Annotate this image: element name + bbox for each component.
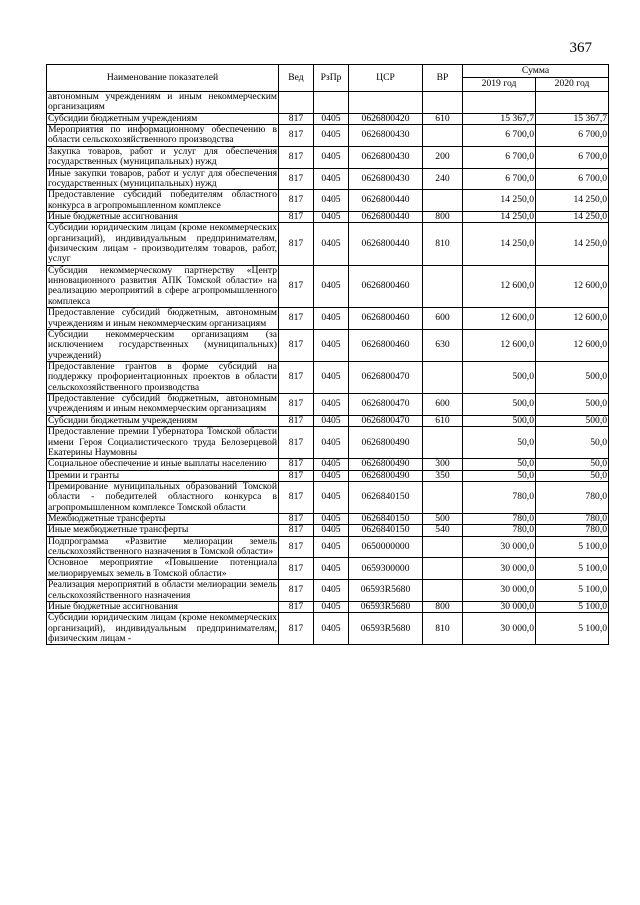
cell-y2020: 500,0	[536, 415, 609, 426]
cell-vr: 350	[423, 470, 463, 481]
cell-ved: 817	[279, 223, 314, 265]
table-row	[47, 361, 609, 393]
cell-vr: 610	[423, 415, 463, 426]
table-row	[47, 113, 609, 124]
cell-name: Премирование муниципальных образований Томской области - победителей областного конкурса в агропромышленном комплексе Томской области	[48, 480, 277, 513]
cell-vr	[423, 580, 463, 602]
cell-name: Субсидии бюджетным учреждениям	[47, 415, 279, 426]
cell-csr: 0626840150	[349, 514, 423, 525]
cell-rzpr	[314, 92, 349, 114]
cell-ved: 817	[279, 580, 314, 602]
header-csr: ЦСР	[349, 65, 423, 92]
cell-csr: 0626800460	[349, 265, 423, 307]
cell-csr	[349, 92, 423, 114]
cell-name: Иные закупки товаров, работ и услуг для обеспечения государственных (муниципальных) нужд	[48, 167, 277, 189]
cell-vr: 610	[423, 113, 463, 124]
table-row	[47, 394, 609, 416]
cell-csr: 0626800490	[349, 470, 423, 481]
cell-y2020: 780,0	[536, 481, 609, 513]
cell-y2019: 12 600,0	[463, 265, 536, 307]
cell-y2020: 50,0	[536, 459, 609, 470]
cell-vr	[423, 190, 463, 212]
cell-y2020: 50,0	[536, 427, 609, 459]
header-2019: 2019 год	[463, 78, 536, 92]
cell-rzpr: 0405	[314, 113, 349, 124]
cell-ved: 817	[279, 613, 314, 645]
cell-name: Межбюджетные трансферты	[47, 514, 279, 525]
cell-y2019: 50,0	[463, 459, 536, 470]
cell-vr: 800	[423, 211, 463, 222]
cell-vr	[423, 92, 463, 114]
cell-y2020: 5 100,0	[536, 601, 609, 612]
cell-rzpr: 0405	[314, 146, 349, 168]
table-row	[47, 125, 609, 147]
header-2020: 2020 год	[536, 78, 609, 92]
cell-vr	[423, 481, 463, 513]
cell-rzpr: 0405	[314, 308, 349, 330]
cell-csr: 06593R5680	[349, 580, 423, 602]
table-row	[47, 308, 609, 330]
header-vr: ВР	[423, 65, 463, 92]
cell-y2020: 50,0	[536, 470, 609, 481]
cell-ved: 817	[279, 514, 314, 525]
cell-name: Реализация мероприятий в области мелиорации земель сельскохозяйственного назначения	[48, 579, 277, 601]
cell-csr: 0626840150	[349, 481, 423, 513]
cell-csr: 0650000000	[349, 536, 423, 558]
cell-name: автономным учреждениям и иным некоммерческим организациям	[48, 91, 277, 113]
cell-ved: 817	[279, 481, 314, 513]
cell-y2019: 30 000,0	[463, 580, 536, 602]
cell-y2019: 780,0	[463, 525, 536, 536]
cell-y2019: 780,0	[463, 514, 536, 525]
cell-name: Субсидия некоммерческому партнерству «Центр инновационного развития АПК Томской области» на реализацию мероприятий в сфере агропромышленного комплекса	[48, 264, 277, 307]
cell-name: Основное мероприятие «Повышение потенциала мелиорируемых земель в Томской области»	[48, 557, 277, 579]
cell-rzpr: 0405	[314, 481, 349, 513]
cell-y2019: 500,0	[463, 394, 536, 416]
cell-y2019: 12 600,0	[463, 329, 536, 361]
cell-rzpr: 0405	[314, 427, 349, 459]
table-row	[47, 329, 609, 361]
cell-vr: 540	[423, 525, 463, 536]
table-row	[47, 613, 609, 645]
table-row	[47, 514, 609, 525]
cell-ved: 817	[279, 125, 314, 147]
cell-y2019: 14 250,0	[463, 190, 536, 212]
cell-rzpr: 0405	[314, 168, 349, 190]
cell-y2019: 6 700,0	[463, 146, 536, 168]
cell-name: Иные межбюджетные трансферты	[47, 525, 279, 536]
cell-y2020: 15 367,7	[536, 113, 609, 124]
cell-rzpr: 0405	[314, 525, 349, 536]
cell-y2020: 5 100,0	[536, 558, 609, 580]
cell-rzpr: 0405	[314, 558, 349, 580]
cell-y2020: 6 700,0	[536, 125, 609, 147]
cell-vr: 810	[423, 223, 463, 265]
cell-csr: 0626800430	[349, 146, 423, 168]
cell-csr: 0626800420	[349, 113, 423, 124]
cell-ved: 817	[279, 190, 314, 212]
cell-rzpr: 0405	[314, 223, 349, 265]
cell-y2019: 6 700,0	[463, 125, 536, 147]
cell-ved: 817	[279, 415, 314, 426]
cell-y2020: 780,0	[536, 525, 609, 536]
cell-csr: 0626800470	[349, 361, 423, 393]
cell-ved: 817	[279, 536, 314, 558]
table-row	[47, 146, 609, 168]
table-row	[47, 190, 609, 212]
cell-ved: 817	[279, 113, 314, 124]
cell-ved: 817	[279, 168, 314, 190]
cell-rzpr: 0405	[314, 601, 349, 612]
table-row	[47, 265, 609, 307]
cell-name: Субсидии некоммерческим организациям (за исключением государственных (муниципальных) учреждений)	[48, 328, 277, 361]
cell-ved: 817	[279, 329, 314, 361]
cell-ved: 817	[279, 601, 314, 612]
cell-ved: 817	[279, 361, 314, 393]
cell-y2020: 14 250,0	[536, 190, 609, 212]
cell-name: Премии и гранты	[47, 470, 279, 481]
cell-vr: 200	[423, 146, 463, 168]
cell-y2020: 5 100,0	[536, 613, 609, 645]
cell-ved: 817	[279, 470, 314, 481]
cell-csr: 06593R5680	[349, 601, 423, 612]
cell-y2020: 12 600,0	[536, 329, 609, 361]
cell-vr	[423, 427, 463, 459]
cell-y2019: 30 000,0	[463, 613, 536, 645]
cell-vr: 600	[423, 308, 463, 330]
cell-y2020: 6 700,0	[536, 168, 609, 190]
cell-name: Закупка товаров, работ и услуг для обеспечения государственных (муниципальных) нужд	[48, 145, 277, 168]
table-row	[47, 459, 609, 470]
cell-csr: 0626800440	[349, 190, 423, 212]
cell-vr: 810	[423, 613, 463, 645]
table-row	[47, 558, 609, 580]
cell-vr	[423, 558, 463, 580]
cell-y2020: 12 600,0	[536, 308, 609, 330]
cell-csr: 0626800460	[349, 329, 423, 361]
cell-vr: 300	[423, 459, 463, 470]
cell-rzpr: 0405	[314, 536, 349, 558]
cell-vr: 800	[423, 601, 463, 612]
cell-vr	[423, 265, 463, 307]
cell-y2020: 5 100,0	[536, 536, 609, 558]
cell-y2020: 14 250,0	[536, 223, 609, 265]
cell-rzpr: 0405	[314, 394, 349, 416]
header-rzpr: РзПр	[314, 65, 349, 92]
cell-y2019: 15 367,7	[463, 113, 536, 124]
cell-name: Предоставление премии Губернатора Томской области имени Героя Социалистического труда Белозерцевой Екатерины Наумовны	[48, 426, 277, 458]
table-row	[47, 427, 609, 459]
cell-csr: 0626800440	[349, 211, 423, 222]
cell-name: Предоставление субсидий победителям областного конкурса в агропромышленном комплексе	[48, 189, 277, 211]
cell-ved	[279, 92, 314, 114]
cell-y2019: 500,0	[463, 361, 536, 393]
cell-y2019: 6 700,0	[463, 168, 536, 190]
cell-y2019: 14 250,0	[463, 223, 536, 265]
cell-name: Иные бюджетные ассигнования	[47, 211, 279, 222]
cell-csr: 0626800460	[349, 308, 423, 330]
cell-csr: 06593R5680	[349, 613, 423, 645]
cell-ved: 817	[279, 265, 314, 307]
cell-y2019: 50,0	[463, 427, 536, 459]
cell-csr: 0626840150	[349, 525, 423, 536]
cell-ved: 817	[279, 394, 314, 416]
cell-csr: 0659300000	[349, 558, 423, 580]
cell-y2019: 12 600,0	[463, 308, 536, 330]
cell-rzpr: 0405	[314, 459, 349, 470]
cell-csr: 0626800430	[349, 168, 423, 190]
table-row	[47, 470, 609, 481]
cell-csr: 0626800470	[349, 394, 423, 416]
cell-y2019: 30 000,0	[463, 601, 536, 612]
table-row	[47, 168, 609, 190]
table-row	[47, 525, 609, 536]
table-row	[47, 580, 609, 602]
header-ved: Вед	[279, 65, 314, 92]
cell-y2020: 14 250,0	[536, 211, 609, 222]
cell-rzpr: 0405	[314, 470, 349, 481]
cell-name: Предоставление субсидий бюджетным, автономным учреждениям и иным некоммерческим организациям	[48, 393, 277, 415]
cell-y2020: 780,0	[536, 514, 609, 525]
cell-name: Мероприятия по информационному обеспечению в области сельскохозяйственного производства	[48, 124, 277, 146]
cell-y2020: 12 600,0	[536, 265, 609, 307]
cell-name: Социальное обеспечение и иные выплаты населению	[47, 459, 279, 470]
header-sum: Сумма	[463, 65, 609, 78]
cell-y2019: 14 250,0	[463, 211, 536, 222]
cell-ved: 817	[279, 211, 314, 222]
cell-ved: 817	[279, 308, 314, 330]
header-name: Наименование показателей	[47, 65, 279, 92]
cell-name: Субсидии бюджетным учреждениям	[47, 113, 279, 124]
table-body	[47, 92, 609, 645]
cell-ved: 817	[279, 525, 314, 536]
cell-y2020: 500,0	[536, 361, 609, 393]
budget-table	[46, 64, 609, 645]
cell-ved: 817	[279, 146, 314, 168]
cell-y2019	[463, 92, 536, 114]
cell-ved: 817	[279, 558, 314, 580]
cell-rzpr: 0405	[314, 265, 349, 307]
cell-y2020: 6 700,0	[536, 146, 609, 168]
cell-rzpr: 0405	[314, 190, 349, 212]
cell-y2019: 780,0	[463, 481, 536, 513]
cell-csr: 0626800440	[349, 223, 423, 265]
cell-y2019: 30 000,0	[463, 536, 536, 558]
cell-vr: 600	[423, 394, 463, 416]
cell-rzpr: 0405	[314, 125, 349, 147]
cell-csr: 0626800430	[349, 125, 423, 147]
cell-name: Подпрограмма «Развитие мелиорации земель сельскохозяйственного назначения в Томской области»	[48, 535, 277, 558]
cell-csr: 0626800490	[349, 459, 423, 470]
cell-csr: 0626800490	[349, 427, 423, 459]
cell-y2020: 500,0	[536, 394, 609, 416]
table-row	[47, 415, 609, 426]
table-row	[47, 481, 609, 513]
cell-ved: 817	[279, 459, 314, 470]
cell-name: Предоставление грантов в форме субсидий на поддержку профориентационных проектов в области сельскохозяйственного производства	[48, 360, 277, 393]
cell-vr	[423, 361, 463, 393]
cell-rzpr: 0405	[314, 415, 349, 426]
table-row	[47, 223, 609, 265]
table-row	[47, 601, 609, 612]
cell-y2019: 30 000,0	[463, 558, 536, 580]
cell-vr	[423, 125, 463, 147]
cell-name: Иные бюджетные ассигнования	[47, 601, 279, 612]
cell-y2020	[536, 92, 609, 114]
cell-y2019: 500,0	[463, 415, 536, 426]
cell-rzpr: 0405	[314, 580, 349, 602]
cell-rzpr: 0405	[314, 613, 349, 645]
page-number: 367	[569, 40, 592, 56]
cell-name: Субсидии юридическим лицам (кроме некоммерческих организаций), индивидуальным предпринимателям, физическим лицам - производителям товаров, работ, услуг	[48, 222, 277, 265]
cell-vr: 500	[423, 514, 463, 525]
table-row	[47, 536, 609, 558]
cell-csr: 0626800470	[349, 415, 423, 426]
cell-name: Предоставление субсидий бюджетным, автономным учреждениям и иным некоммерческим организациям	[48, 307, 277, 329]
table-row	[47, 92, 609, 114]
cell-rzpr: 0405	[314, 514, 349, 525]
cell-y2020: 5 100,0	[536, 580, 609, 602]
cell-vr	[423, 536, 463, 558]
cell-ved: 817	[279, 427, 314, 459]
table-row	[47, 211, 609, 222]
cell-rzpr: 0405	[314, 211, 349, 222]
cell-rzpr: 0405	[314, 361, 349, 393]
cell-y2019: 50,0	[463, 470, 536, 481]
cell-rzpr: 0405	[314, 329, 349, 361]
cell-vr: 630	[423, 329, 463, 361]
cell-name: Субсидии юридическим лицам (кроме некоммерческих организаций), индивидуальным предпринимателям, физическим лицам -	[48, 612, 277, 644]
cell-vr: 240	[423, 168, 463, 190]
